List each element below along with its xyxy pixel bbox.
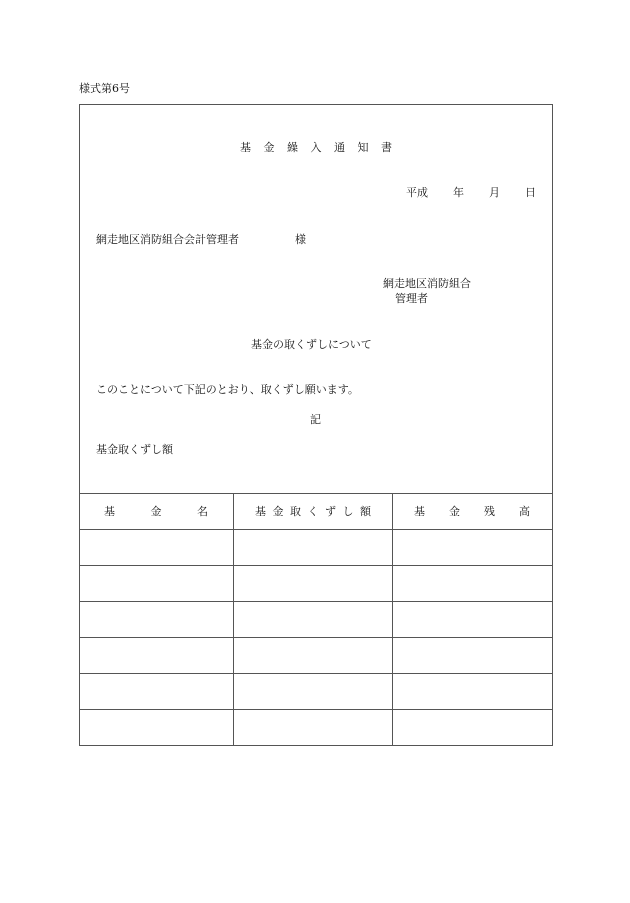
date-era: 平成 [406,186,428,199]
subject: 基金の取くずしについて [251,338,372,351]
date-year: 年 [453,186,464,199]
table-row-border [79,601,552,602]
sender-role: 管理者 [395,292,428,305]
addressee-name: 網走地区消防組合会計管理者 [96,233,239,246]
sender-org: 網走地区消防組合 [383,277,471,290]
table-top-border [79,493,552,494]
table-column-border [233,493,234,745]
table-row-border [79,637,552,638]
table-row-border [79,709,552,710]
header-fund-name: 基金名 [104,505,208,518]
header-withdrawal-amount: 基金取くずし額 [255,505,371,518]
body-text: このことについて下記のとおり、取くずし願います。 [96,383,359,396]
table-row-border [79,565,552,566]
date-day: 日 [525,186,536,199]
table-column-border [392,493,393,745]
ki-label: 記 [310,413,321,426]
addressee-honorific: 様 [295,233,306,246]
table-row-border [79,529,552,530]
document-title: 基金繰入通知書 [240,141,392,154]
table-row-border [79,673,552,674]
form-number: 様式第6号 [79,82,130,95]
amount-label: 基金取くずし額 [96,443,173,456]
date-month: 月 [489,186,500,199]
header-fund-balance: 基金残高 [414,505,530,518]
